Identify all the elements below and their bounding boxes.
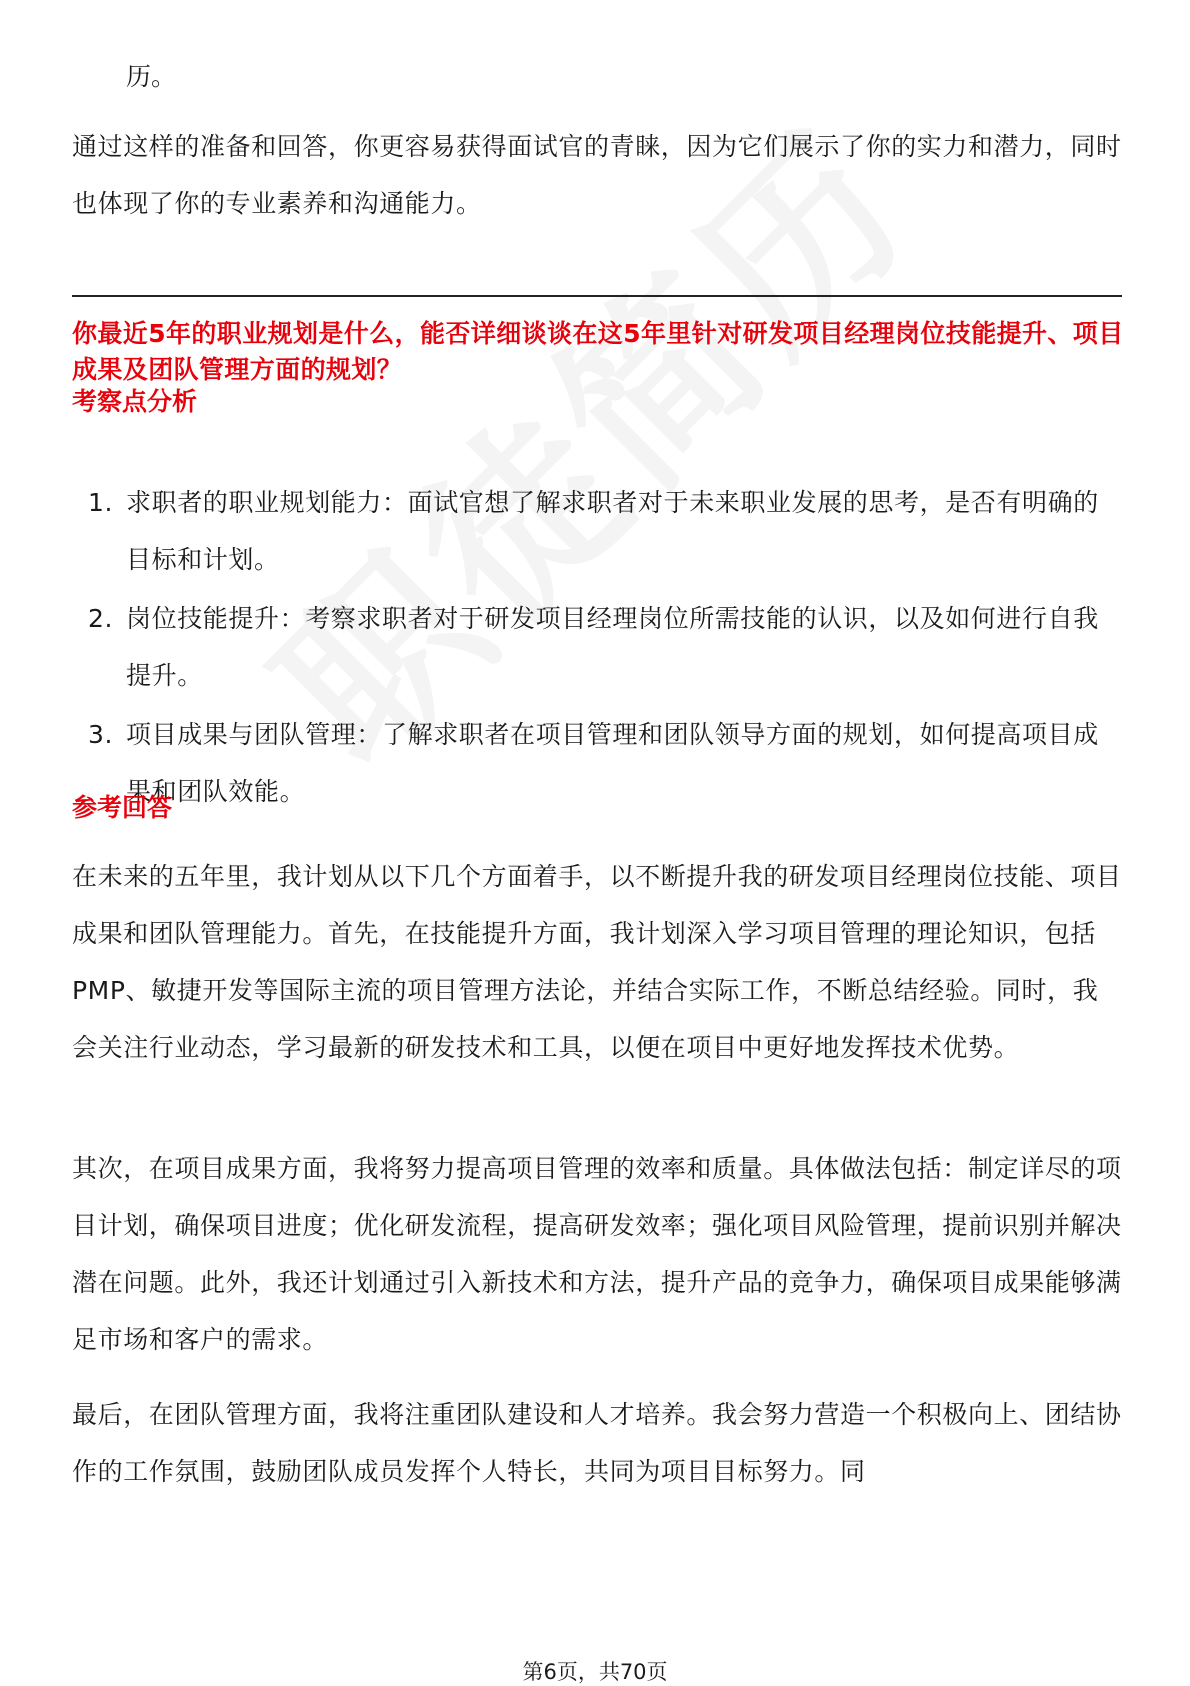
answer-paragraph: 最后，在团队管理方面，我将注重团队建设和人才培养。我会努力营造一个积极向上、团结协作的工作氛围，鼓励团队成员发挥个人特长，共同为项目目标努力。同 [72,1400,1122,1486]
list-item-text: 岗位技能提升：考察求职者对于研发项目经理岗位所需技能的认识，以及如何进行自我提升。 [126,604,1099,690]
analysis-item [72,474,1122,588]
list-item-text: 项目成果与团队管理：了解求职者在项目管理和团队领导方面的规划，如何提高项目成果和团队效能。 [126,720,1099,806]
analysis-list [72,474,1122,822]
section-divider [72,295,1122,297]
question-heading: 你最近5年的职业规划是什么，能否详细谈谈在这5年里针对研发项目经理岗位技能提升、项目成果及团队管理方面的规划？ [72,319,1124,384]
analysis-heading: 考察点分析 [72,387,198,416]
list-item-text: 求职者的职业规划能力：面试官想了解求职者对于未来职业发展的思考，是否有明确的目标和计划。 [126,488,1099,574]
analysis-item [72,706,1122,820]
answer-heading: 参考回答 [72,793,173,822]
analysis-item [72,590,1122,704]
list-number: 3. [88,720,114,749]
list-number: 1. [88,488,114,517]
answer-paragraph: 在未来的五年里，我计划从以下几个方面着手，以不断提升我的研发项目经理岗位技能、项目成果和团队管理能力。首先，在技能提升方面，我计划深入学习项目管理的理论知识，包括PMP、敏捷开发等国际主流的项目管理方法论，并结合实际工作，不断总结经验。同时，我会关注行业动态，学习最新的研发技术和工具，以便在项目中更好地发挥技术优势。 [72,862,1122,1062]
continuation-text: 历。 [126,62,177,91]
page-number: 第6页，共70页 [522,1660,668,1684]
closing-paragraph: 通过这样的准备和回答，你更容易获得面试官的青睐，因为它们展示了你的实力和潜力，同时也体现了你的专业素养和沟通能力。 [72,132,1122,218]
list-number: 2. [88,604,114,633]
answer-paragraph: 其次，在项目成果方面，我将努力提高项目管理的效率和质量。具体做法包括：制定详尽的项目计划，确保项目进度；优化研发流程，提高研发效率；强化项目风险管理，提前识别并解决潜在问题。此外，我还计划通过引入新技术和方法，提升产品的竞争力，确保项目成果能够满足市场和客户的需求。 [72,1154,1122,1354]
